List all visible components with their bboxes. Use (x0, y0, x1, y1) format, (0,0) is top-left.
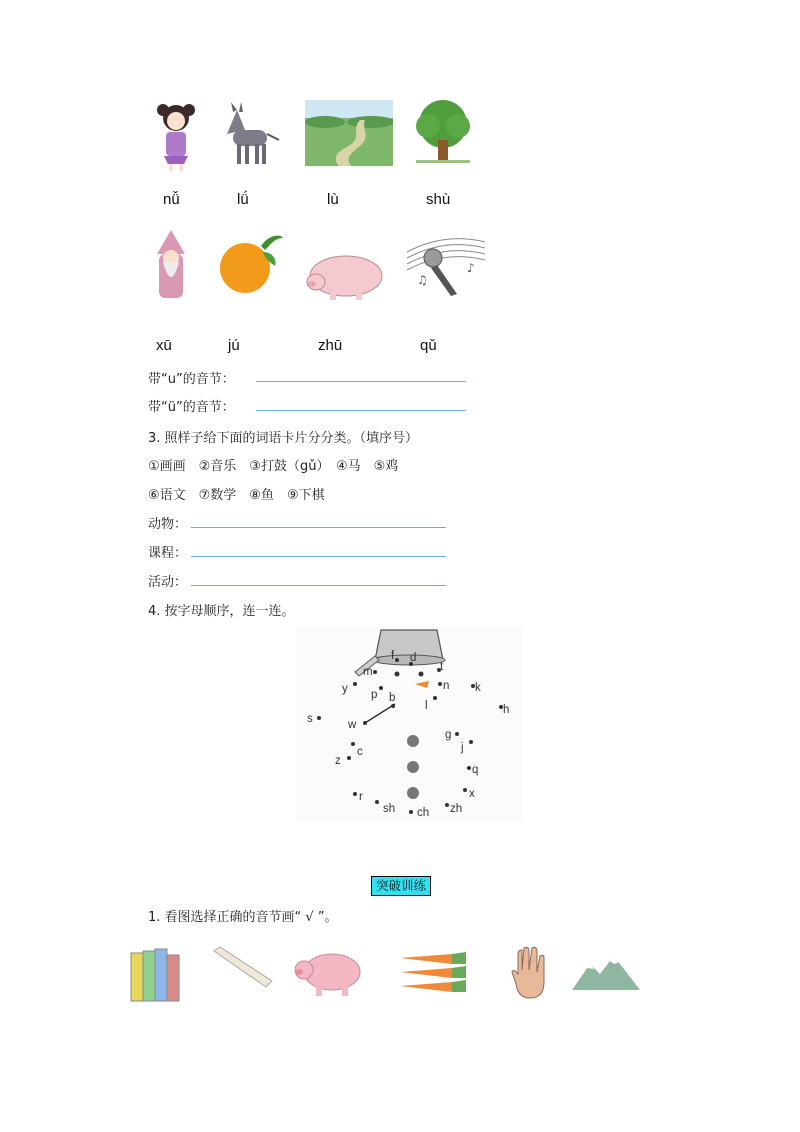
dot-label-c: c (357, 746, 363, 758)
dot-label-f: f (391, 650, 395, 662)
dot-label-z: z (335, 755, 341, 767)
q3-activities-label: 活动： (148, 575, 188, 590)
dot-label-x: x (469, 788, 475, 800)
q3-courses-label: 课程： (148, 546, 188, 561)
donkey-icon (215, 100, 285, 170)
dot-label-j: j (461, 742, 464, 754)
q4-title: 4. 按字母顺序，连一连。 (148, 604, 295, 619)
dot-label-h: h (503, 704, 510, 716)
pinyin-qu: qǔ (420, 337, 437, 354)
fill-v-blank[interactable] (256, 410, 466, 411)
dot-label-y: y (342, 683, 348, 695)
q3-activities-blank[interactable] (191, 585, 446, 586)
dot-label-sh: sh (383, 803, 396, 815)
q3-options-line2: ⑥语文 ⑦数学 ⑧鱼 ⑨下棋 (148, 488, 325, 503)
pig-icon (300, 250, 386, 302)
dot-label-r: r (359, 791, 363, 803)
dot-label-n: n (443, 680, 450, 692)
q3-animals-blank[interactable] (191, 527, 446, 528)
hand-icon (510, 944, 550, 1002)
dot-label-k: k (475, 682, 481, 694)
books-icon (127, 945, 183, 1005)
dot-label-t: t (440, 661, 444, 673)
pig-icon (292, 942, 364, 1000)
ruler-icon (212, 945, 274, 991)
fill-v-label: 带“ü”的音节： (148, 400, 235, 415)
microphone-icon (405, 232, 487, 300)
pinyin-nv: nǚ (163, 191, 180, 208)
dot-label-q: q (472, 764, 479, 776)
svg-text:♪: ♪ (467, 261, 475, 275)
section-title-badge: 突破训练 (371, 876, 431, 896)
dot-label-w: w (348, 719, 357, 731)
dot-label-ch: ch (417, 807, 430, 819)
girl-icon (150, 100, 202, 174)
svg-text:♫: ♫ (417, 273, 428, 287)
mountain-icon (570, 950, 642, 992)
orange-icon (217, 230, 285, 296)
pinyin-zhu: zhū (318, 337, 343, 354)
pinyin-lv: lǘ (237, 191, 249, 208)
fill-u-label: 带“u”的音节： (148, 372, 235, 387)
q3-animals-label: 动物： (148, 517, 188, 532)
dot-label-b: b (389, 692, 396, 704)
wizard-icon (145, 228, 197, 302)
q3-courses-blank[interactable] (191, 556, 446, 557)
dot-label-p: p (371, 689, 378, 701)
dot-label-m: m (363, 666, 373, 678)
q3-title: 3. 照样子给下面的词语卡片分分类。（填序号） (148, 431, 419, 446)
dot-label-g: g (445, 729, 452, 741)
pinyin-shu: shù (426, 191, 451, 208)
connect-dots-snowman (297, 626, 522, 822)
tree-icon (412, 98, 474, 164)
fill-u-blank[interactable] (256, 381, 466, 382)
pinyin-ju: jú (228, 337, 240, 354)
dot-label-l: l (425, 700, 428, 712)
dot-label-s: s (307, 713, 313, 725)
dot-label-d: d (410, 652, 417, 664)
carrots-icon (396, 950, 470, 998)
q3-options-line1: ①画画 ②音乐 ③打鼓（gǔ） ④马 ⑤鸡 (148, 459, 399, 474)
pinyin-xu: xū (156, 337, 172, 354)
q1-title: 1. 看图选择正确的音节画“ √ ”。 (148, 910, 338, 925)
pinyin-lu: lù (327, 191, 339, 208)
road-icon (305, 100, 393, 166)
dot-label-zh: zh (450, 803, 463, 815)
